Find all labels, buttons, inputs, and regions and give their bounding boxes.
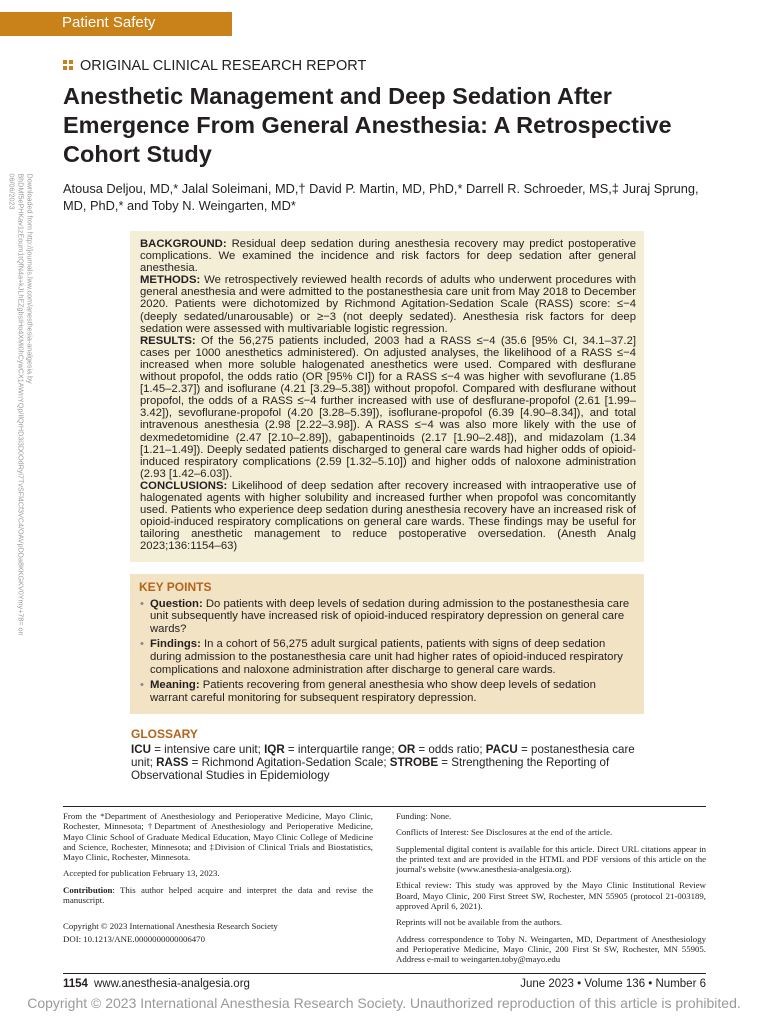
key-point-text: Do patients with deep levels of sedation during admission to the postanesthesia care unit subsequently have increased risk of opioid-induced respiratory depression on general care wards? xyxy=(150,597,630,635)
author-list: Atousa Deljou, MD,* Jalal Soleimani, MD,† David P. Martin, MD, PhD,* Darrell R. Schroeder, MS,‡ Juraj Sprung, MD, PhD,* and Toby N. Weingarten, MD* xyxy=(63,181,699,213)
key-point-item xyxy=(138,638,636,676)
key-point-label: Meaning: xyxy=(150,679,200,692)
contribution-text: : This author helped acquire and interpret the data and revise the manuscript. xyxy=(63,884,373,906)
footnotes-right xyxy=(396,811,706,971)
ethical-review: Ethical review: This study was approved by the Mayo Clinic Institutional Review Board, Mayo Clinic, 200 First Street SW, Rochester, MN 55905 (protocol 21-003189, approved April 6, 2021). xyxy=(396,880,706,912)
issue-info: June 2023 • Volume 136 • Number 6 xyxy=(520,978,706,990)
grid-squares-icon xyxy=(63,60,73,70)
glossary-term: ICU xyxy=(131,743,151,756)
download-notice-sidebar xyxy=(7,172,35,642)
background-text: Residual deep sedation during anesthesia recovery may predict postoperative complications. We examined the incidence and risk factors for deep sedation after general anesthesia. xyxy=(140,238,636,275)
article-title: Anesthetic Management and Deep Sedation After Emergence From General Anesthesia: A Retrospective Cohort Study xyxy=(63,83,672,167)
report-type-label: ORIGINAL CLINICAL RESEARCH REPORT xyxy=(80,58,367,74)
glossary-def: = intensive care unit; xyxy=(150,743,265,756)
glossary-def: = postanesthesia care unit; xyxy=(131,743,635,769)
footer-divider xyxy=(63,973,706,974)
report-type xyxy=(63,58,366,74)
abstract-conclusions xyxy=(140,480,636,553)
glossary-def: = interquartile range; xyxy=(284,743,398,756)
section-banner-label: Patient Safety xyxy=(62,14,156,31)
abstract-box xyxy=(130,231,644,562)
glossary-term: PACU xyxy=(485,743,518,756)
affiliations: From the *Department of Anesthesiology and Perioperative Medicine, Mayo Clinic, Rochester, Minnesota; †Department of Anesthesiology and Perioperative Medicine, Mayo Clinic School of Graduate Medical Education, Mayo Clinic College of Medicine and Science, Rochester, Minnesota; and ‡Division of Clinical Trials and Biostatistics, Mayo Clinic, Rochester, Minnesota. xyxy=(63,811,373,863)
supplemental: Supplemental digital content is available for this article. Direct URL citations appear in the printed text and are provided in the HTML and PDF versions of this article on the journal's website (www.anesthesia-analgesia.org). xyxy=(396,843,706,875)
glossary-heading: GLOSSARY xyxy=(131,727,198,741)
results-text: Of the 56,275 patients included, 2003 had a RASS ≤−4 (35.6 [95% CI, 34.1–37.2] cases per 1000 anesthetics administered). On adjusted analyses, the likelihood of a RASS ≤−4 increased when more soluble halogenated anesthetics were used. Compared with desflurane without propofol, the odds ratio (OR [95% CI]) for a RASS ≤−4 was higher with sevoflurane (1.85 [1.45–2.37]) and isoflurane (4.21 [3.29–5.38]) without propofol. Compared with desflurane without propofol, the odds of a RASS ≤−4 further increased with use of desflurane-propofol (2.61 [1.99–3.42]), sevoflurane-propofol (4.20 [3.28–5.39]), isoflurane-propofol (6.39 [4.90–8.34]), and total intravenous anesthesia (2.98 [2.22–3.98]). A RASS ≤−4 was also more likely with the use of dexmedetomidine (2.47 [2.10–2.89]), gabapentinoids (2.17 [1.90–2.48]), and midazolam (1.34 [1.21–1.49]). Deeply sedated patients discharged to general care wards had higher odds of opioid-induced respiratory complications (2.59 [1.32–5.10]) and higher odds of naloxone administration (2.93 [1.42–6.03]). xyxy=(140,334,636,480)
glossary-term: IQR xyxy=(264,743,285,756)
key-point-text: Patients recovering from general anesthesia who show deep levels of sedation warrant careful monitoring for subsequent respiratory depression. xyxy=(150,679,596,704)
key-point-item xyxy=(138,679,636,704)
abstract-results xyxy=(140,335,636,480)
key-points-heading: KEY POINTS xyxy=(139,580,212,594)
glossary-def: = Strengthening the Reporting of Observational Studies in Epidemiology xyxy=(131,756,610,782)
key-point-label: Findings: xyxy=(150,638,201,651)
funding: Funding: None. xyxy=(396,811,452,821)
accepted-date: Accepted for publication February 13, 2023. xyxy=(63,868,220,879)
contribution-label: Contribution xyxy=(63,884,113,895)
methods-text: We retrospectively reviewed health records of adults who underwent procedures with general anesthesia and were admitted to the postanesthesia care unit from May 2018 to December 2020. Patients were dichotomized by Richmond Agitation-Sedation Scale (RASS) score: ≤−4 (deeply sedated/unarousable) or ≥−3 (not deeply sedated). Anesthesia risk factors for deep sedation were assessed with multivariable logistic regression. xyxy=(140,274,636,335)
correspondence: Address correspondence to Toby N. Weingarten, MD, Department of Anesthesiology and Perioperative Medicine, Mayo Clinic, 200 First St SW, Rochester, MN 55905. Address e-mail to weingarten.toby@mayo.edu xyxy=(396,933,706,965)
glossary-term: RASS xyxy=(156,756,189,769)
conflicts: Conflicts of Interest: See Disclosures at the end of the article. xyxy=(396,827,613,838)
abstract-methods xyxy=(140,274,636,334)
background-label: BACKGROUND: xyxy=(140,238,227,250)
glossary xyxy=(131,743,641,782)
bullet-icon: • xyxy=(140,597,144,610)
key-point-label: Question: xyxy=(150,597,203,610)
footnote-divider xyxy=(63,806,706,807)
journal-url[interactable]: www.anesthesia-analgesia.org xyxy=(93,978,250,990)
conclusions-label: CONCLUSIONS: xyxy=(140,479,228,492)
bullet-icon: • xyxy=(140,638,144,651)
glossary-def: = Richmond Agitation-Sedation Scale; xyxy=(188,756,390,769)
copyright-notice: Copyright © 2023 International Anesthesia Research Society. Unauthorized reproduction of this article is prohibited. xyxy=(27,995,741,1011)
page-number: 1154 xyxy=(63,978,88,990)
conclusions-text: Likelihood of deep sedation after recovery increased with intraoperative use of halogenated agents with higher solubility and increased further when propofol was concomitantly used. Patients who experience deep sedation during anesthesia recovery have an increased risk of opioid-induced respiratory complications on general care wards. These findings may be useful for tailoring anesthetic management to reduce postoperative oversedation. (Anesth Analg 2023;136:1154–63) xyxy=(140,479,637,553)
glossary-term: STROBE xyxy=(389,756,439,769)
copyright-line: Copyright © 2023 International Anesthesia Research Society xyxy=(63,921,278,932)
section-banner xyxy=(0,12,232,36)
key-point-text: In a cohort of 56,275 adult surgical patients, patients with signs of deep sedation during admission to the postanesthesia care unit had higher rates of opioid-induced respiratory complications and naloxone administration after discharge to general care wards. xyxy=(150,638,623,676)
footnotes-left xyxy=(63,811,373,950)
key-point-item xyxy=(138,598,636,636)
reprints: Reprints will not be available from the authors. xyxy=(396,917,563,928)
footer-left xyxy=(63,978,250,990)
methods-label: METHODS: xyxy=(140,274,201,287)
bullet-icon: • xyxy=(140,679,144,692)
glossary-def: = odds ratio; xyxy=(415,743,486,756)
download-notice: Downloaded from http://journals.lww.com/anesthesia-analgesia by BhDMf5ePHKav1zEoum1tQfN4a+kJLhEZgbsIHo4XMi0hCywCX1AWnYQp/IlQrHD3i3D0OdRyi7TvSFl4Cf3VC4/OAVpDDa8KKGKV0Ymy+78= on 06/06/2023 xyxy=(7,173,35,636)
contribution-note xyxy=(63,885,373,906)
results-label: RESULTS: xyxy=(140,334,196,347)
key-points-box xyxy=(130,574,644,714)
glossary-term: OR xyxy=(397,743,416,756)
doi: DOI: 10.1213/ANE.0000000000006470 xyxy=(63,933,205,944)
abstract-background xyxy=(140,238,636,274)
